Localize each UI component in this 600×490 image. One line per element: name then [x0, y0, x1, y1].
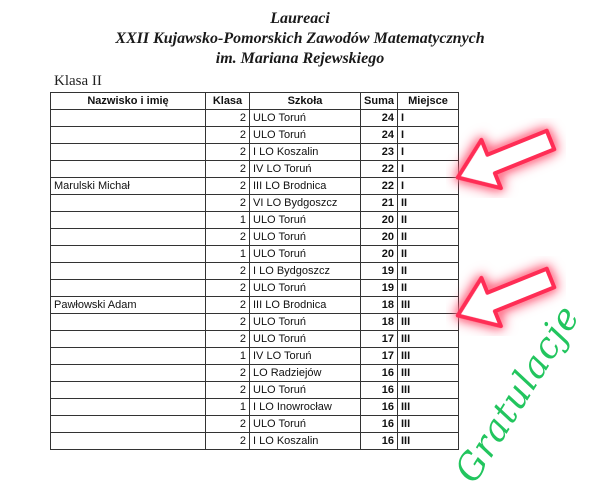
cell-class: 2	[206, 229, 250, 246]
highlight-arrow-icon	[446, 118, 566, 198]
cell-name	[51, 433, 206, 450]
table-row	[51, 127, 459, 144]
class-label: Klasa II	[54, 73, 102, 89]
cell-sum: 17	[361, 331, 398, 348]
cell-place: II	[398, 195, 459, 212]
cell-sum: 16	[361, 416, 398, 433]
cell-sum: 19	[361, 263, 398, 280]
competition-patron: im. Mariana Rejewskiego	[215, 50, 385, 67]
cell-school: ULO Toruń	[250, 314, 361, 331]
table-row	[51, 212, 459, 229]
cell-school: ULO Toruń	[250, 280, 361, 297]
cell-school: IV LO Toruń	[250, 348, 361, 365]
cell-name	[51, 144, 206, 161]
table-row	[51, 263, 459, 280]
cell-name	[51, 195, 206, 212]
cell-place: II	[398, 280, 459, 297]
column-header-school: Szkoła	[250, 93, 361, 110]
cell-place: III	[398, 365, 459, 382]
congratulations-text: Gratulacje	[447, 298, 589, 490]
cell-place: II	[398, 263, 459, 280]
cell-place: I	[398, 144, 459, 161]
cell-name	[51, 331, 206, 348]
cell-sum: 20	[361, 212, 398, 229]
cell-class: 1	[206, 212, 250, 229]
cell-class: 2	[206, 195, 250, 212]
table-row	[51, 144, 459, 161]
cell-name	[51, 314, 206, 331]
cell-class: 2	[206, 365, 250, 382]
cell-class: 2	[206, 297, 250, 314]
cell-sum: 16	[361, 399, 398, 416]
cell-school: ULO Toruń	[250, 382, 361, 399]
cell-sum: 19	[361, 280, 398, 297]
competition-name: XXII Kujawsko-Pomorskich Zawodów Matematycznych	[115, 30, 485, 47]
cell-school: VI LO Bydgoszcz	[250, 195, 361, 212]
cell-name	[51, 127, 206, 144]
table-row	[51, 416, 459, 433]
cell-school: ULO Toruń	[250, 212, 361, 229]
cell-class: 1	[206, 399, 250, 416]
cell-place: III	[398, 382, 459, 399]
cell-sum: 24	[361, 110, 398, 127]
cell-sum: 18	[361, 297, 398, 314]
cell-name	[51, 229, 206, 246]
table-row	[51, 110, 459, 127]
cell-sum: 16	[361, 365, 398, 382]
table-row	[51, 161, 459, 178]
cell-name: Pawłowski Adam	[51, 297, 206, 314]
cell-class: 2	[206, 144, 250, 161]
cell-place: III	[398, 331, 459, 348]
table-row	[51, 433, 459, 450]
cell-class: 2	[206, 161, 250, 178]
cell-place: I	[398, 110, 459, 127]
cell-sum: 23	[361, 144, 398, 161]
cell-place: III	[398, 314, 459, 331]
cell-name	[51, 246, 206, 263]
cell-place: III	[398, 433, 459, 450]
cell-sum: 18	[361, 314, 398, 331]
table-row	[51, 399, 459, 416]
cell-place: I	[398, 178, 459, 195]
cell-class: 2	[206, 127, 250, 144]
column-header-class: Klasa	[206, 93, 250, 110]
cell-school: ULO Toruń	[250, 127, 361, 144]
column-header-sum: Suma	[361, 93, 398, 110]
results-table	[50, 92, 459, 450]
cell-school: III LO Brodnica	[250, 297, 361, 314]
cell-class: 2	[206, 110, 250, 127]
column-header-name: Nazwisko i imię	[51, 93, 206, 110]
cell-class: 1	[206, 348, 250, 365]
cell-place: III	[398, 416, 459, 433]
table-row	[51, 280, 459, 297]
cell-school: ULO Toruń	[250, 331, 361, 348]
cell-school: ULO Toruń	[250, 246, 361, 263]
cell-name	[51, 161, 206, 178]
column-header-place: Miejsce	[398, 93, 459, 110]
cell-name	[51, 263, 206, 280]
cell-place: II	[398, 212, 459, 229]
cell-sum: 21	[361, 195, 398, 212]
table-row	[51, 348, 459, 365]
cell-name	[51, 365, 206, 382]
cell-school: I LO Bydgoszcz	[250, 263, 361, 280]
table-row	[51, 365, 459, 382]
cell-place: I	[398, 127, 459, 144]
cell-class: 2	[206, 280, 250, 297]
table-row	[51, 382, 459, 399]
cell-class: 2	[206, 263, 250, 280]
table-row	[51, 331, 459, 348]
cell-sum: 22	[361, 178, 398, 195]
cell-sum: 16	[361, 382, 398, 399]
cell-sum: 16	[361, 433, 398, 450]
cell-sum: 22	[361, 161, 398, 178]
cell-sum: 20	[361, 229, 398, 246]
cell-school: I LO Koszalin	[250, 144, 361, 161]
cell-school: ULO Toruń	[250, 229, 361, 246]
cell-school: IV LO Toruń	[250, 161, 361, 178]
table-row	[51, 195, 459, 212]
cell-school: ULO Toruń	[250, 416, 361, 433]
cell-name	[51, 110, 206, 127]
table-row	[51, 229, 459, 246]
document-title: Laureaci	[270, 10, 330, 27]
cell-name	[51, 399, 206, 416]
cell-school: I LO Koszalin	[250, 433, 361, 450]
cell-name	[51, 280, 206, 297]
cell-school: III LO Brodnica	[250, 178, 361, 195]
table-header-row	[51, 93, 459, 110]
cell-class: 2	[206, 416, 250, 433]
cell-class: 2	[206, 433, 250, 450]
cell-class: 2	[206, 331, 250, 348]
cell-name: Marulski Michał	[51, 178, 206, 195]
cell-name	[51, 382, 206, 399]
cell-name	[51, 416, 206, 433]
cell-class: 2	[206, 382, 250, 399]
table-row	[51, 314, 459, 331]
cell-place: III	[398, 399, 459, 416]
table-row	[51, 246, 459, 263]
cell-place: II	[398, 229, 459, 246]
cell-class: 1	[206, 246, 250, 263]
cell-place: III	[398, 348, 459, 365]
table-row	[51, 178, 459, 195]
cell-place: I	[398, 161, 459, 178]
cell-class: 2	[206, 178, 250, 195]
cell-sum: 17	[361, 348, 398, 365]
cell-sum: 20	[361, 246, 398, 263]
cell-place: III	[398, 297, 459, 314]
cell-class: 2	[206, 314, 250, 331]
cell-sum: 24	[361, 127, 398, 144]
cell-name	[51, 212, 206, 229]
cell-school: ULO Toruń	[250, 110, 361, 127]
cell-school: I LO Inowrocław	[250, 399, 361, 416]
cell-name	[51, 348, 206, 365]
cell-place: II	[398, 246, 459, 263]
cell-school: LO Radziejów	[250, 365, 361, 382]
table-row	[51, 297, 459, 314]
